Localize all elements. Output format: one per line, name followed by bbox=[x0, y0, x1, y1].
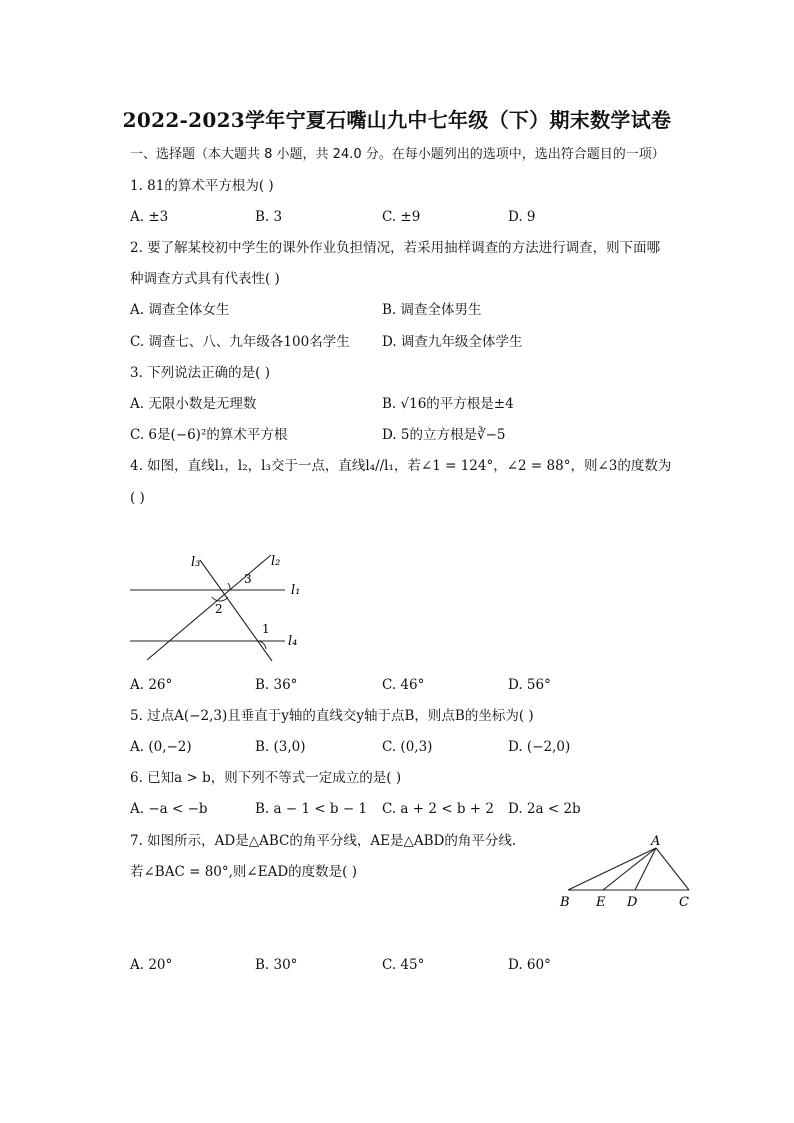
q5-option-b: B. (3,0) bbox=[255, 739, 306, 755]
q5-stem: 5. 过点A(−2,3)且垂直于y轴的直线交y轴于点B，则点B的坐标为( ) bbox=[130, 708, 534, 724]
q4-option-b: B. 36° bbox=[255, 677, 298, 693]
q3-option-a: A. 无限小数是无理数 bbox=[130, 396, 257, 412]
q1-stem: 1. 81的算术平方根为( ) bbox=[130, 178, 274, 194]
bisector-ad bbox=[635, 848, 656, 890]
vertex-a-label: A bbox=[651, 834, 661, 849]
q2-option-d: D. 调查九年级全体学生 bbox=[382, 334, 523, 350]
q3-stem: 3. 下列说法正确的是( ) bbox=[130, 365, 270, 381]
angle-1-label: 1 bbox=[262, 622, 270, 636]
q2-option-a: A. 调查全体女生 bbox=[130, 302, 230, 318]
q7-stem-line1: 7. 如图所示，AD是△ABC的角平分线，AE是△ABD的角平分线. bbox=[130, 833, 517, 849]
q4-option-c: C. 46° bbox=[382, 677, 425, 693]
q6-option-b: B. a − 1 < b − 1 bbox=[255, 801, 368, 817]
label-l2: l₂ bbox=[271, 554, 281, 569]
label-l3: l₃ bbox=[191, 555, 201, 570]
q2-option-b: B. 调查全体男生 bbox=[382, 302, 482, 318]
side-ac bbox=[656, 848, 689, 890]
point-d-label: D bbox=[627, 895, 638, 910]
line-l2 bbox=[147, 555, 271, 660]
q7-triangle-figure bbox=[555, 832, 700, 912]
q4-stem-line2: ( ) bbox=[130, 490, 145, 506]
q1-option-b: B. 3 bbox=[255, 209, 283, 225]
q7-option-a: A. 20° bbox=[130, 957, 173, 973]
page-title: 2022-2023学年宁夏石嘴山九中七年级（下）期末数学试卷 bbox=[122, 108, 672, 132]
q4-stem-line1: 4. 如图，直线l₁，l₂，l₃交于一点，直线l₄//l₁，若∠1 = 124°，∠2 = 88°，则∠3的度数为 bbox=[130, 458, 672, 474]
point-e-label: E bbox=[596, 895, 606, 910]
q6-option-d: D. 2a < 2b bbox=[508, 801, 581, 817]
q7-option-b: B. 30° bbox=[255, 957, 298, 973]
q2-option-c: C. 调查七、八、九年级各100名学生 bbox=[130, 334, 350, 350]
q3-option-c: C. 6是(−6)²的算术平方根 bbox=[130, 427, 288, 443]
angle-3-arc bbox=[228, 583, 230, 590]
q4-option-a: A. 26° bbox=[130, 677, 173, 693]
label-l1: l₁ bbox=[291, 583, 301, 598]
q4-parallel-lines-figure bbox=[125, 545, 315, 665]
q7-option-c: C. 45° bbox=[382, 957, 425, 973]
q1-option-a: A. ±3 bbox=[130, 209, 169, 225]
q3-option-b: B. √16的平方根是±4 bbox=[382, 396, 514, 412]
q7-option-d: D. 60° bbox=[508, 957, 551, 973]
q5-option-d: D. (−2,0) bbox=[508, 739, 571, 755]
q1-option-d: D. 9 bbox=[508, 209, 536, 225]
q5-option-c: C. (0,3) bbox=[382, 739, 433, 755]
q4-option-d: D. 56° bbox=[508, 677, 551, 693]
q3-option-d: D. 5的立方根是∛−5 bbox=[382, 427, 506, 443]
vertex-c-label: C bbox=[679, 895, 689, 910]
q1-option-c: C. ±9 bbox=[382, 209, 421, 225]
q6-option-a: A. −a < −b bbox=[130, 801, 208, 817]
section-heading: 一、选择题（本大题共 8 小题，共 24.0 分。在每小题列出的选项中，选出符合题目的一项） bbox=[130, 147, 665, 162]
q5-option-a: A. (0,−2) bbox=[130, 739, 192, 755]
q6-stem: 6. 已知a > b，则下列不等式一定成立的是( ) bbox=[130, 770, 402, 786]
q2-stem-line2: 种调查方式具有代表性( ) bbox=[130, 271, 280, 287]
vertex-b-label: B bbox=[560, 895, 570, 910]
angle-3-label: 3 bbox=[244, 572, 252, 586]
q2-stem-line1: 2. 要了解某校初中学生的课外作业负担情况，若采用抽样调查的方法进行调查，则下面哪 bbox=[130, 240, 661, 256]
q7-stem-line2: 若∠BAC = 80°,则∠EAD的度数是( ) bbox=[130, 864, 357, 880]
side-ab bbox=[568, 848, 656, 890]
label-l4: l₄ bbox=[288, 634, 298, 649]
angle-2-label: 2 bbox=[215, 602, 223, 616]
q6-option-c: C. a + 2 < b + 2 bbox=[382, 801, 494, 817]
line-l3 bbox=[200, 560, 272, 661]
